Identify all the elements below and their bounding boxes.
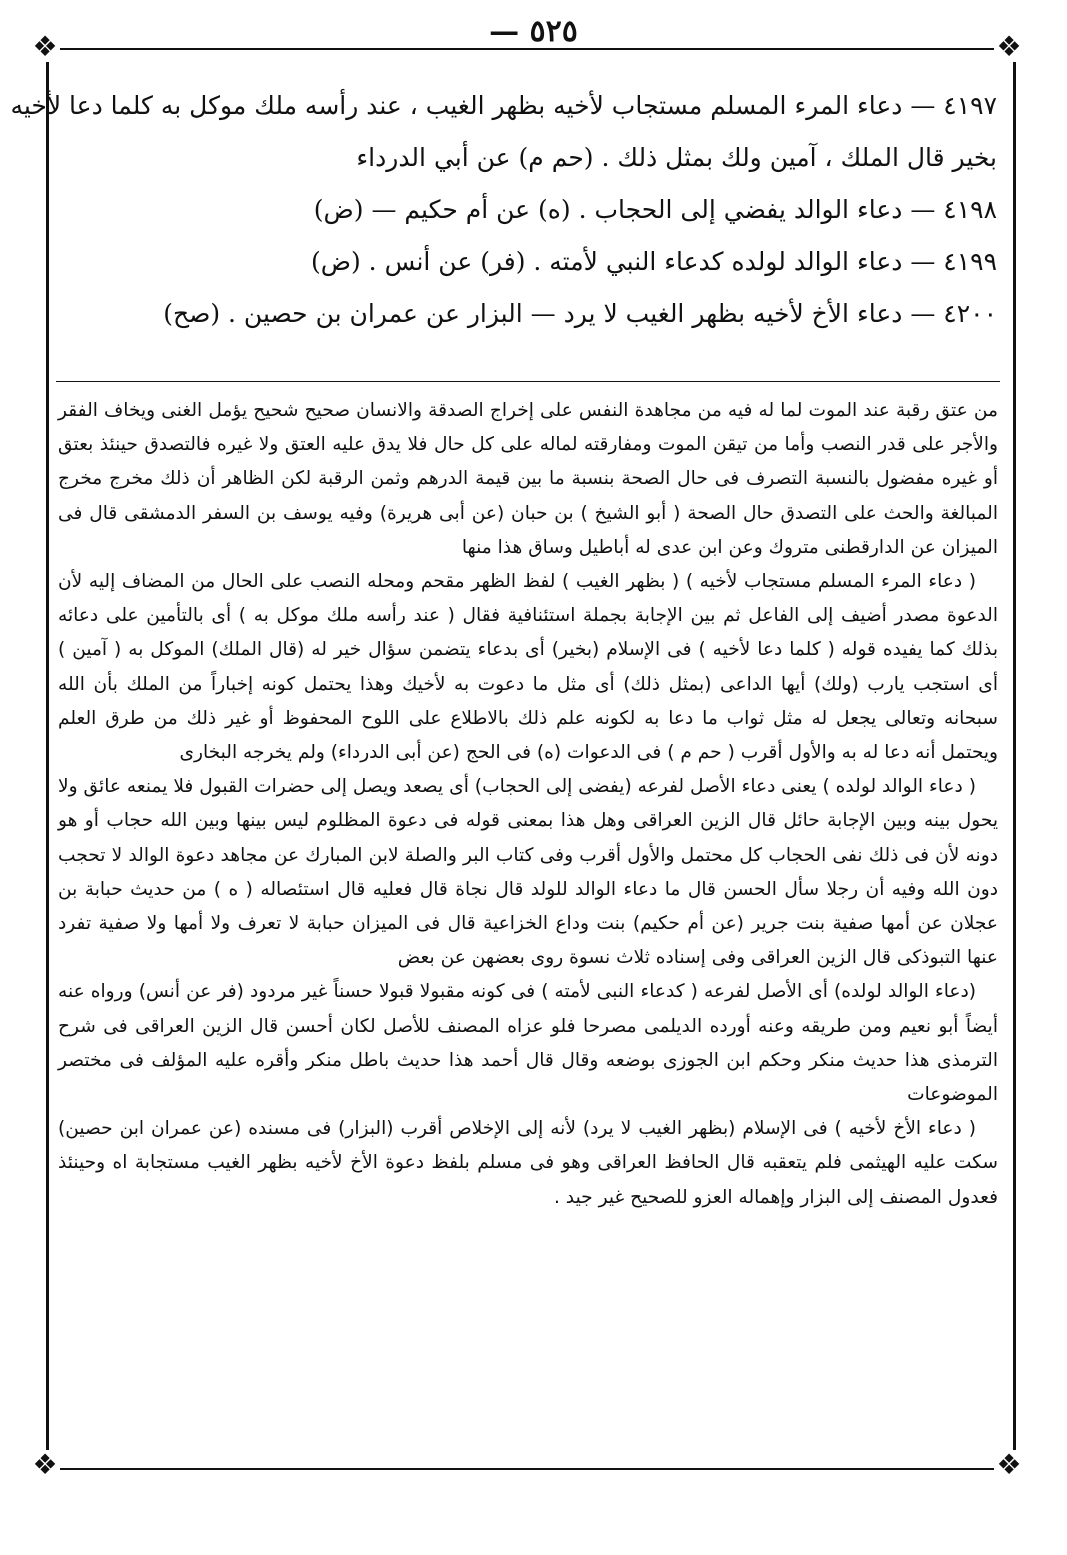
hadith-text: — دعاء المرء المسلم مستجاب لأخيه بظهر الغيب ، عند رأسه ملك موكل به كلما دعا لأخيه: [10, 91, 936, 120]
commentary-paragraph: من عتق رقبة عند الموت لما له فيه من مجاهدة النفس على إخراج الصدقة والانسان صحيح شحيح يؤمل الغنى ويخاف الفقر والأجر على قدر النصب وأما من تيقن الموت ومفارقته لماله على كل حال فلا يدق عليه العتق ولا غيره فالتصدق حينئذ بعتق أو غيره مفضول بالنسبة التصرف فى حال الصحة بنسبة ما بين قيمة الدرهم وثمن الرقبة لكن الظاهر أن ذلك مخرج مخرج المبالغة والحث على التصدق حال الصحة ( أبو الشيخ ) بن حبان (عن أبى هريرة) وفيه يوسف بن السفر الدمشقى قال فى الميزان عن الدارقطنى متروك وعن ابن عدى له أباطيل وساق هذا منها: [58, 400, 998, 558]
corner-ornament-icon: ❖: [994, 32, 1024, 62]
hadith-number: ٤٢٠٠: [943, 299, 997, 328]
hadith-entry: [72, 288, 997, 340]
hadith-entry: [10, 80, 997, 132]
hadith-list: [10, 80, 997, 340]
corner-ornament-icon: ❖: [994, 1450, 1024, 1480]
hadith-text: — دعاء الوالد لولده كدعاء النبي لأمته . (فر) عن أنس . (ض): [311, 247, 936, 276]
corner-ornament-icon: ❖: [30, 1450, 60, 1480]
hadith-entry: [72, 236, 997, 288]
commentary-paragraph: (دعاء الوالد لولده) أى الأصل لفرعه ( كدعاء النبى لأمته ) فى كونه مقبولا قبولا حسناً غير مردود (فر عن أنس) ورواه عنه أيضاً أبو نعيم ومن طريقه وعنه أورده الديلمى مصرحا فلو عزاه المصنف للأصل لكان أحسن قال الزين العراقى فى شرح الترمذى هذا حديث منكر وحكم ابن الجوزى بوضعه وقال قال أحمد هذا حديث باطل منكر وأقره عليه المؤلف فى مختصر الموضوعات: [58, 981, 998, 1106]
commentary-paragraph: ( دعاء الأخ لأخيه ) فى الإسلام (بظهر الغيب لا يرد) لأنه إلى الإخلاص أقرب (البزار) فى مسنده (عن عمران ابن حصين) سكت عليه الهيثمى فلم يتعقبه قال الحافظ العراقى وهو فى مسلم بلفظ دعوة الأخ لأخيه بظهر الغيب مستجابة اه وحينئذ فعدول المصنف إلى البزار وإهماله العزو للصحيح غير جيد .: [58, 1118, 998, 1208]
corner-ornament-icon: ❖: [30, 32, 60, 62]
page-number: — ٥٢٥: [489, 14, 578, 49]
hadith-number: ٤١٩٨: [943, 195, 997, 224]
commentary-paragraph: ( دعاء الوالد لولده ) يعنى دعاء الأصل لفرعه (يفضى إلى الحجاب) أى يصعد ويصل إلى حضرات القبول فلا يمنعه عائق ولا يحول بينه وبين الإجابة حائل قال الزين العراقى وهل هذا بمعنى قوله فى دعوة المظلوم ليس بينها وبين الله حجاب أو هو دونه لأن فى ذلك نفى الحجاب كل محتمل والأول أقرب وفى كتاب البر والصلة لابن المبارك عن مجاهد دعوة الوالد لا تحجب دون الله وفيه أن رجلا سأل الحسن قال ما دعاء الوالد للولد قال نجاة قال فعليه قال استئصاله ( ه ) من حديث حبابة بن عجلان عن أمها صفية بنت جرير (عن أم حكيم) بنت وداع الخزاعية قال فى الميزان حبابة لا تعرف ولا أمها ولا صفية تفرد عنها التبوذكى قال الزين العراقى وفى إسناده ثلاث نسوة روى بعضهن عن بعض: [58, 776, 998, 969]
hadith-text: — دعاء الأخ لأخيه بظهر الغيب لا يرد — البزار عن عمران بن حصين . (صح): [163, 299, 936, 328]
hadith-entry: [72, 184, 997, 236]
commentary-paragraph: ( دعاء المرء المسلم مستجاب لأخيه ) ( بظهر الغيب ) لفظ الظهر مقحم ومحله النصب على الحال من المضاف إليه لأن الدعوة مصدر أضيف إلى الفاعل ثم بين الإجابة بجملة استئنافية فقال ( عند رأسه ملك موكل به ) أى بالتأمين على دعائه بذلك كما يفيده قوله ( كلما دعا لأخيه ) فى الإسلام (بخير) أى بدعاء يتضمن سؤال خير له (قال الملك) الموكل به ( آمين ) أى استجب يارب (ولك) أيها الداعى (بمثل ذلك) أى مثل ما دعوت به لأخيك وهذا يحتمل كونه إخباراً من الملك بأن الله سبحانه وتعالى يجعل له مثل ثواب ما دعا به لكونه علم ذلك بالاطلاع على اللوح المحفوظ أو غير ذلك من طرق العلم ويحتمل أنه دعا له به والأول أقرب ( حم م ) فى الدعوات (ه) فى الحج (عن أبى الدرداء) ولم يخرجه البخارى: [58, 571, 998, 764]
hadith-number: ٤١٩٩: [943, 247, 997, 276]
hadith-text: — دعاء الوالد يفضي إلى الحجاب . (ه) عن أم حكيم — (ض): [313, 195, 936, 224]
hadith-number: ٤١٩٧: [943, 91, 997, 120]
hadith-continuation: بخير قال الملك ، آمين ولك بمثل ذلك . (حم م) عن أبي الدرداء: [356, 143, 997, 172]
section-divider: [56, 381, 1000, 382]
commentary-section: [58, 394, 998, 1215]
